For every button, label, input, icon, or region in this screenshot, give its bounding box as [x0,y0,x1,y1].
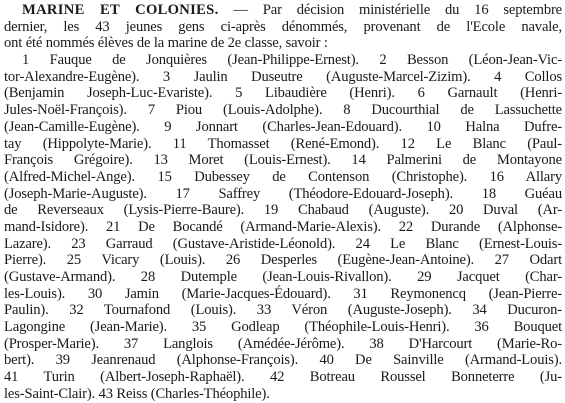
article-line-17: (Gustave-Armand). 28 Dutemple (Jean-Louis-Rivallon). 29 Jacquet (Char- [4,269,562,285]
article-line-7: Jules-Noël-François). 7 Piou (Louis-Adolphe). 8 Ducourthial de Lassuchette [4,102,562,119]
article-line-9: tay (Hippolyte-Marie). 11 Thomasset (René-Emond). 12 Le Blanc (Paul- [4,135,562,152]
article-line-3: ont été nommés élèves de la marine de 2e classe, savoir : [4,35,328,52]
article-line-5: tor-Alexandre-Eugène). 3 Jaulin Duseutre (Auguste-Marcel-Zizim). 4 Collos [4,68,562,85]
article-line-22: bert). 39 Jeanrenaud (Alphonse-François). 40 De Sainville (Armand-Louis). [4,352,562,369]
article-line-2: dernier, les 43 jeunes gens ci-après dénommés, provenant de l'Ecole navale, [4,18,562,35]
article-line-15: Lazare). 23 Garraud (Gustave-Aristide-Léonold). 24 Le Blanc (Ernest-Louis- [4,235,562,252]
article-line-13: de Reverseaux (Lysis-Pierre-Baure). 19 Chabaud (Auguste). 20 Duval (Ar- [4,202,562,219]
article-line-19: Paulin). 32 Tournafond (Louis). 33 Véron (Auguste-Joseph). 34 Ducuron- [4,302,562,319]
article-line-18: les-Louis). 30 Jamin (Marie-Jacques-Édouard). 31 Reymonencq (Jean-Pierre- [4,285,562,302]
article-line-10: François Grégoire). 13 Moret (Louis-Ernest). 14 Palmerini de Montayone [4,152,562,169]
article-line-12: (Joseph-Marie-Auguste). 17 Saffrey (Théodore-Edouard-Joseph). 18 Guéau [4,185,562,202]
article-line-16: Pierre). 25 Vicary (Louis). 26 Desperles (Eugène-Jean-Antoine). 27 Odart [4,252,562,269]
article-line-24: les-Saint-Clair). 43 Reiss (Charles-Théophile). [4,385,270,402]
article-lead-text: — Par décision ministérielle du 16 septembre [218,2,563,18]
article-line-4: 1 Fauque de Jonquières (Jean-Philippe-Ernest). 2 Besson (Léon-Jean-Vic- [22,52,562,69]
article-line-21: (Prosper-Marie). 37 Langlois (Amédée-Jérôme). 38 D'Harcourt (Marie-Ro- [4,335,562,352]
article-line-1 [4,2,562,19]
article-line-20: Lagongine (Jean-Marie). 35 Godleap (Théophile-Louis-Henri). 36 Bouquet [4,319,562,336]
article-line-14: mand-Isidore). 21 De Bocandé (Armand-Marie-Alexis). 22 Durande (Alphonse- [4,218,562,235]
article-line-8: (Jean-Camille-Eugène). 9 Jonnart (Charles-Jean-Edouard). 10 Halna Dufre- [4,118,562,135]
article-heading: MARINE ET COLONIES. [22,2,219,18]
article-line-23: 41 Turin (Albert-Joseph-Raphaël). 42 Botreau Roussel Bonneterre (Ju- [4,369,562,386]
article-line-11: (Alfred-Michel-Ange). 15 Dubessey de Contenson (Christophe). 16 Allary [4,168,562,185]
article-line-6: (Benjamin Joseph-Luc-Evariste). 5 Libaudière (Henri). 6 Garnault (Henri- [4,85,562,102]
newspaper-clipping [4,2,562,403]
